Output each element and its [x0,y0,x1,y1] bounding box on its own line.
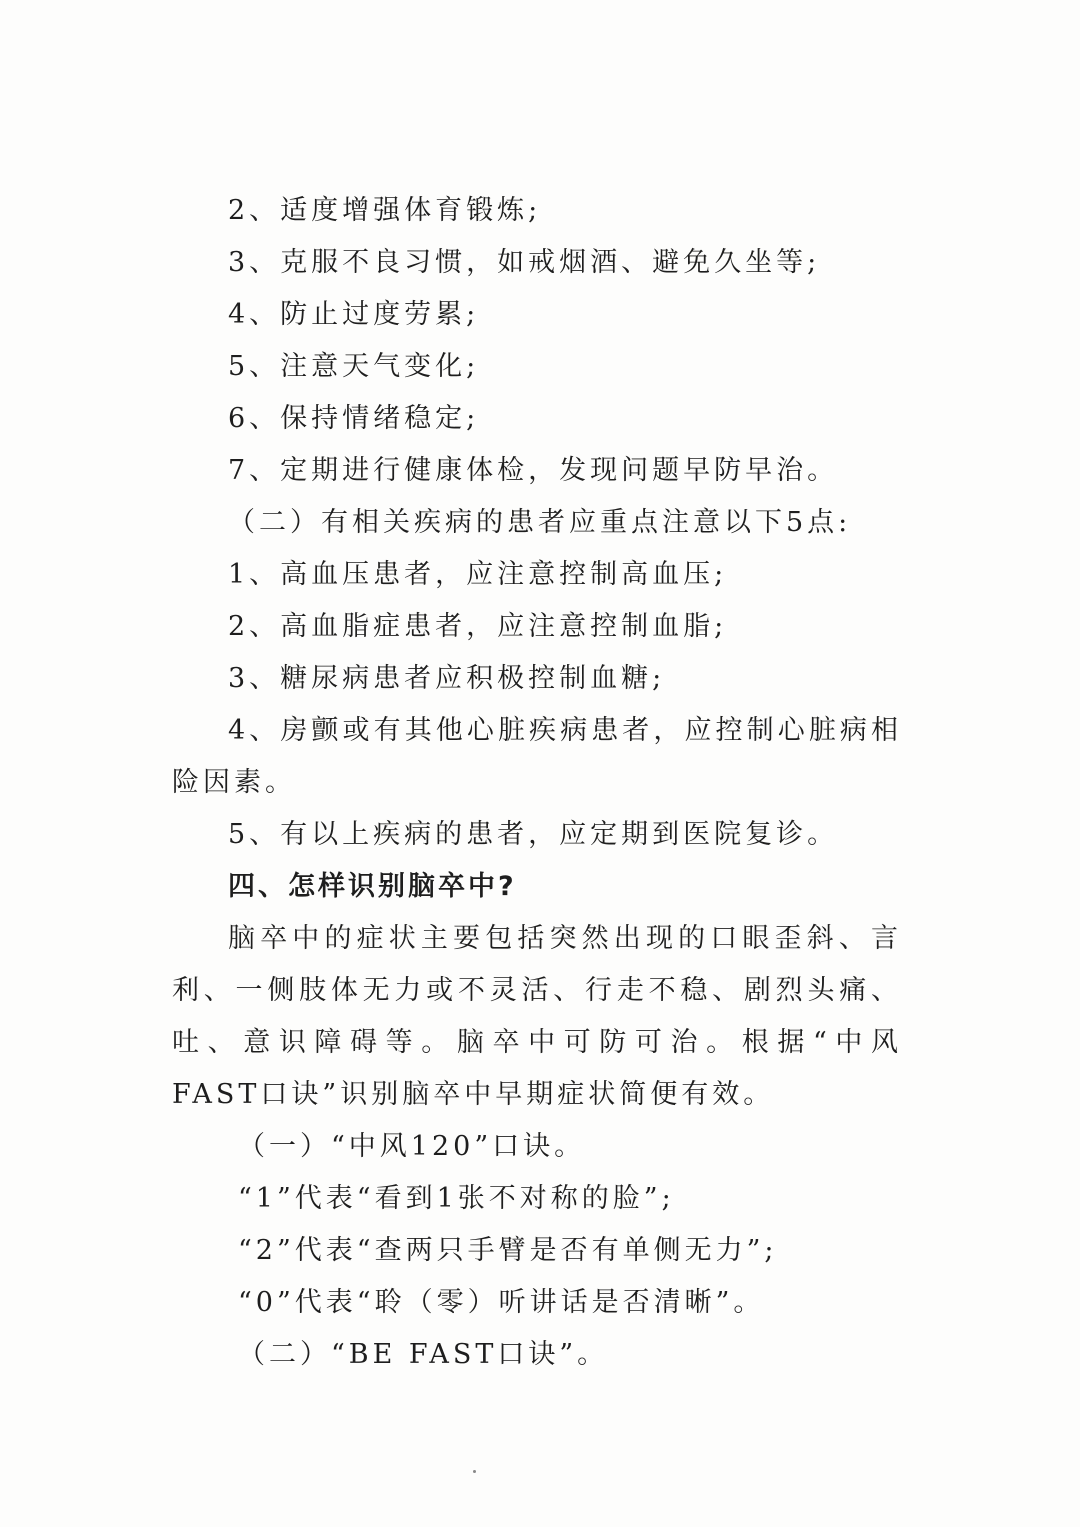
list-item: 2、适度增强体育锻炼; [228,195,542,226]
list-item: 6、保持情绪稳定; [228,403,480,434]
subsection-heading: （一）“中风120”口诀。 [238,1131,586,1162]
subsection-heading: （二）有相关疾病的患者应重点注意以下5点: [228,507,852,538]
subsection-heading: （二）“BE FAST口诀”。 [238,1339,609,1370]
list-item: 4、房颤或有其他心脏疾病患者，应控制心脏病相 [228,715,902,746]
list-item-continuation: 险因素。 [172,767,296,798]
list-item: 7、定期进行健康体检，发现问题早防早治。 [228,455,839,486]
list-item: “0”代表“聆（零）听讲话是否清晰”。 [238,1287,765,1318]
list-item: 5、有以上疾病的患者，应定期到医院复诊。 [228,819,839,850]
scan-speck [473,1470,476,1473]
list-item: 2、高血脂症患者，应注意控制血脂; [228,611,728,642]
list-item: 1、高血压患者，应注意控制高血压; [228,559,728,590]
list-item: 3、糖尿病患者应积极控制血糖; [228,663,666,694]
list-item: “1”代表“看到1张不对称的脸”; [238,1183,675,1214]
list-item: “2”代表“查两只手臂是否有单侧无力”; [238,1235,778,1266]
paragraph-line: 脑卒中的症状主要包括突然出现的口眼歪斜、言 [228,923,902,954]
document-body [172,185,902,1381]
list-item: 3、克服不良习惯，如戒烟酒、避免久坐等; [228,247,821,278]
list-item: 4、防止过度劳累; [228,299,480,330]
paragraph-line: 利、一侧肢体无力或不灵活、行走不稳、剧烈头痛、 [172,975,902,1006]
section-heading: 四、怎样识别脑卒中? [228,871,517,902]
list-item: 5、注意天气变化; [228,351,480,382]
paragraph-line: 吐、意识障碍等。脑卒中可防可治。根据“中风 [172,1027,902,1058]
paragraph-line: FAST口诀”识别脑卒中早期症状简便有效。 [172,1079,775,1110]
